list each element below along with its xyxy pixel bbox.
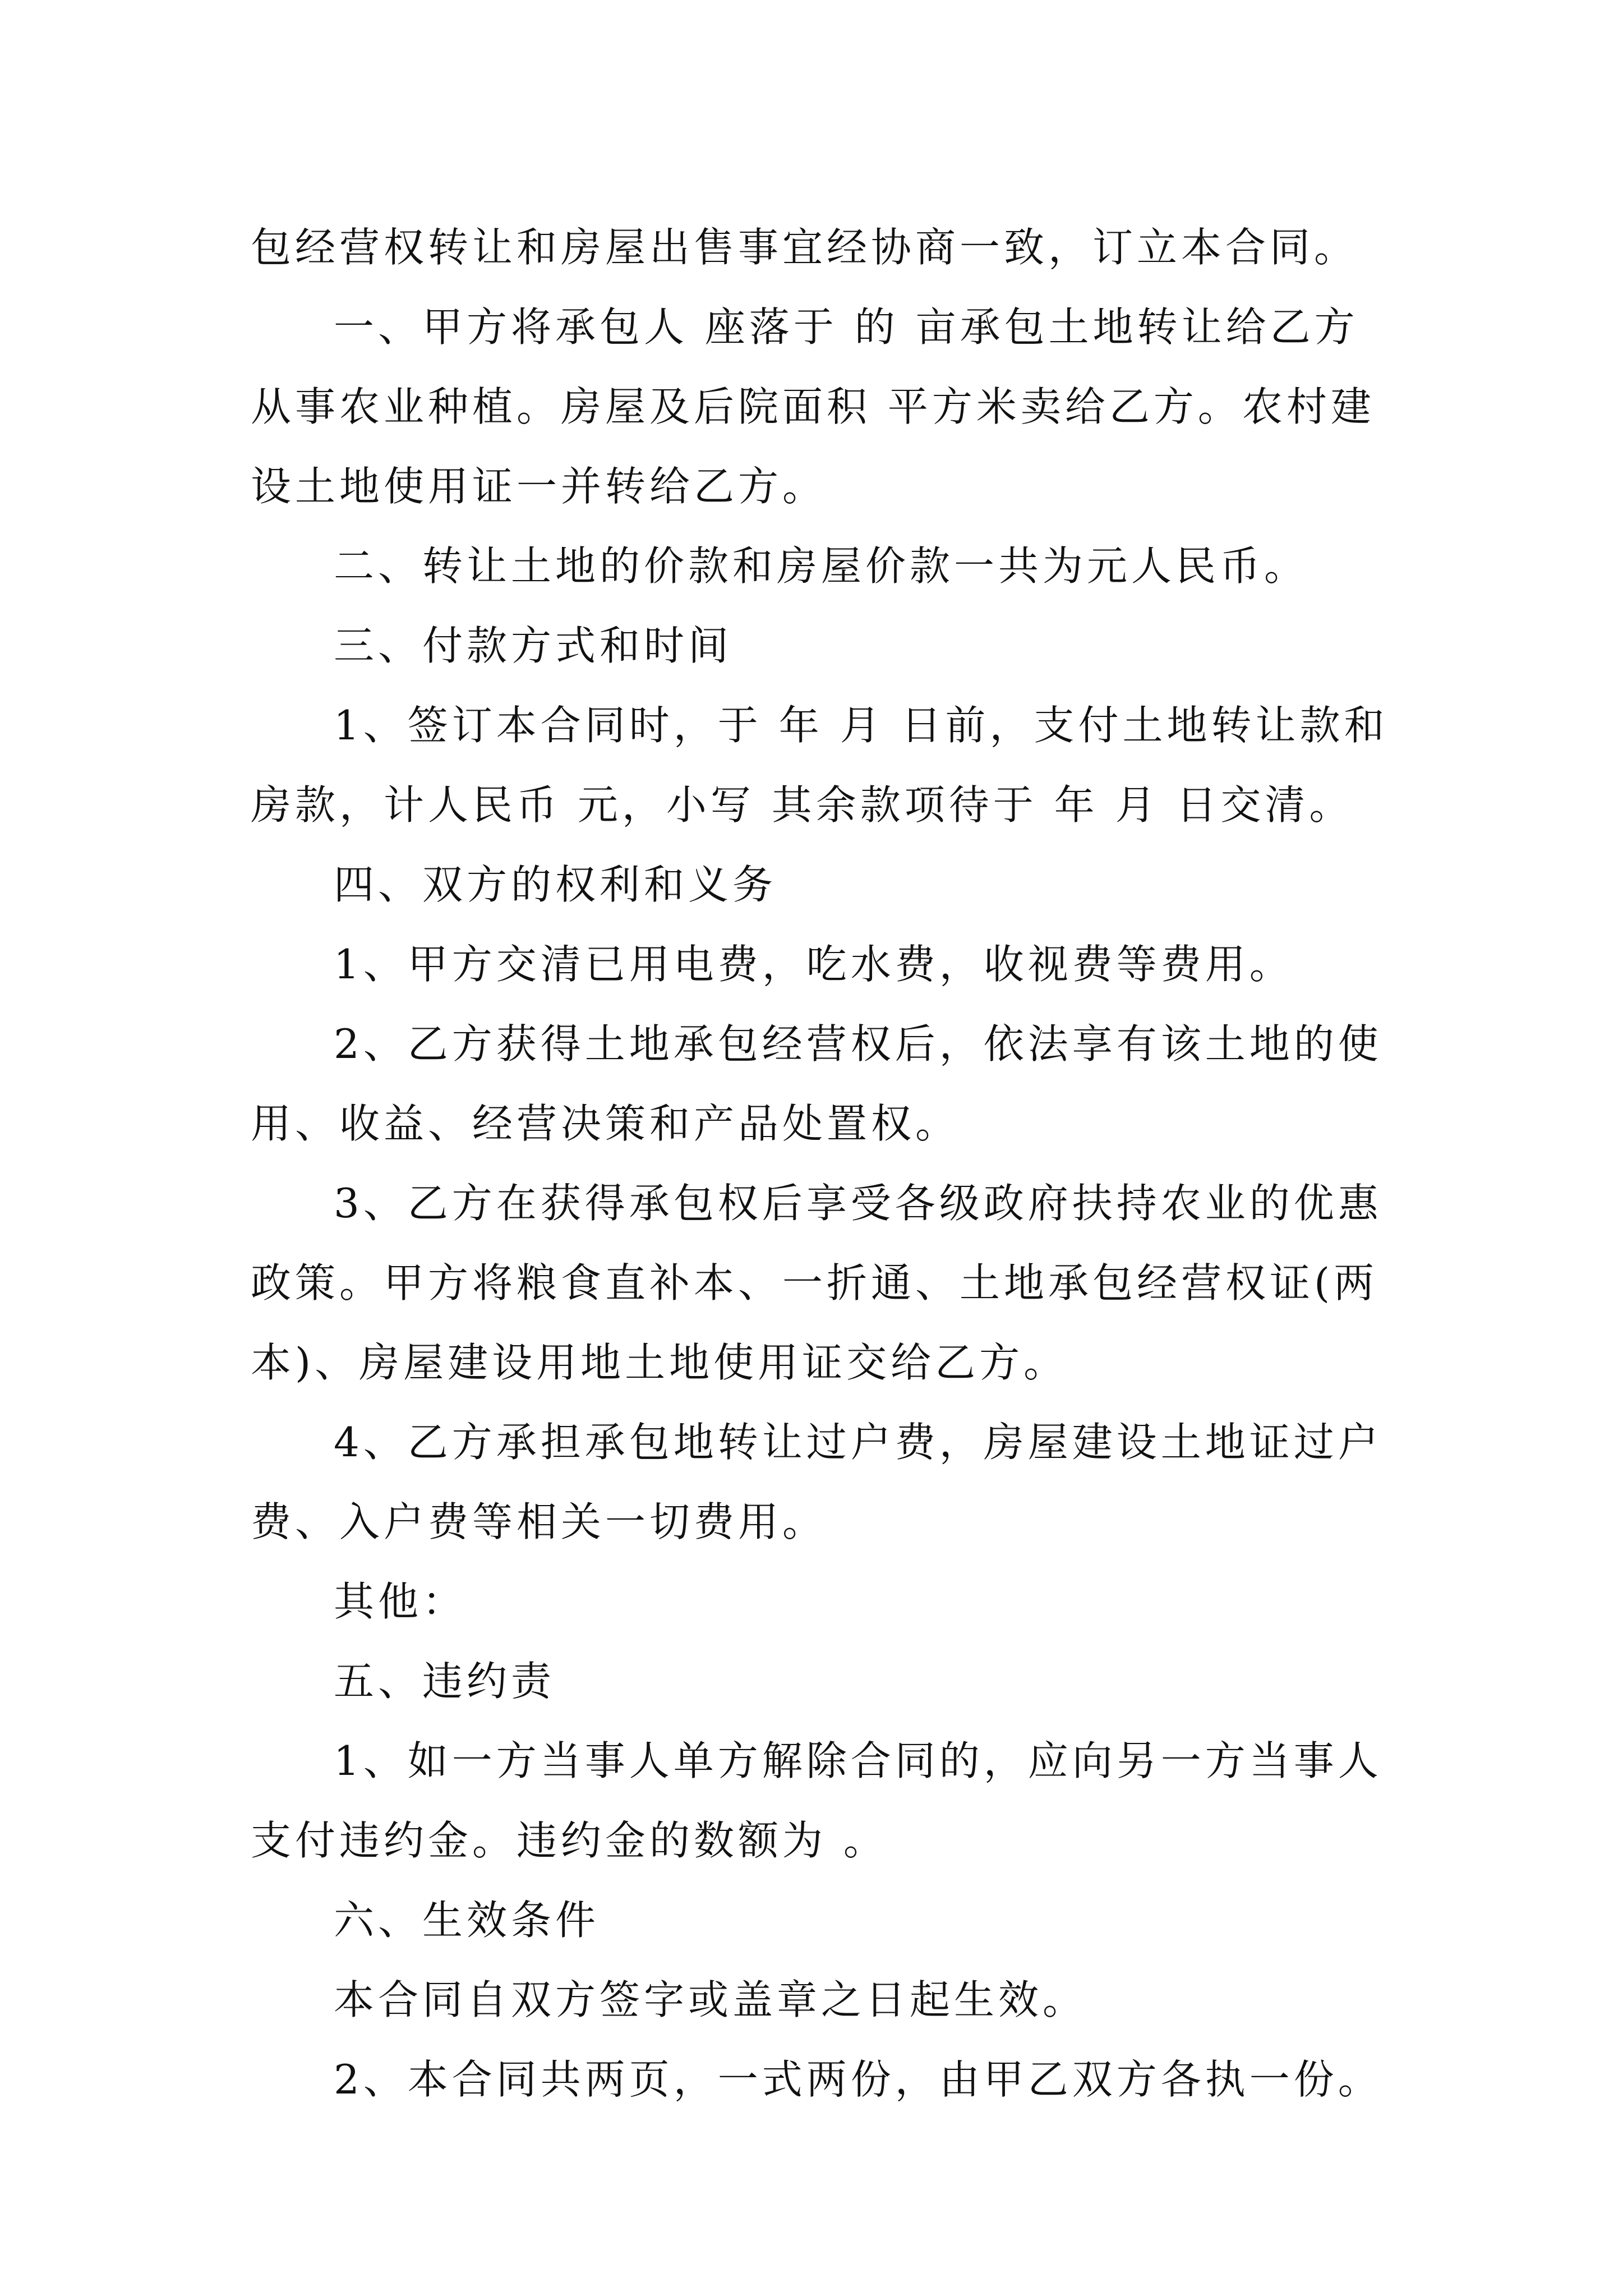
paragraph-clause-1: 一、甲方将承包人 座落于 的 亩承包土地转让给乙方从事农业种植。房屋及后院面积 平方米卖给乙方。农村建设土地使用证一并转给乙方。 (251, 303, 1375, 510)
paragraph-rights-1: 1、甲方交清已用电费，吃水费，收视费等费用。 (334, 941, 1294, 988)
paragraph-rights-3: 3、乙方在获得承包权后享受各级政府扶持农业的优惠政策。甲方将粮食直补本、一折通、土地承包经营权证(两本)、房屋建设用地土地使用证交给乙方。 (251, 1180, 1382, 1386)
paragraph-rights-4: 4、乙方承担承包地转让过户费，房屋建设土地证过户费、入户费等相关一切费用。 (251, 1419, 1382, 1545)
paragraph-payment-1: 1、签订本合同时，于 年 月 日前，支付土地转让款和房款，计人民币 元，小写 其余款项待于 年 月 日交清。 (251, 702, 1389, 829)
paragraph-intro: 包经营权转让和房屋出售事宜经协商一致，订立本合同。 (251, 224, 1359, 271)
paragraph-other: 其他： (334, 1578, 467, 1625)
heading-breach: 五、违约责 (334, 1658, 556, 1705)
paragraph-clause-2: 二、转让土地的价款和房屋价款一共为元人民币。 (334, 542, 1309, 590)
contract-body (251, 208, 1395, 2119)
heading-payment: 三、付款方式和时间 (334, 622, 733, 669)
heading-rights-obligations: 四、双方的权利和义务 (334, 861, 777, 908)
paragraph-breach-1: 1、如一方当事人单方解除合同的，应向另一方当事人支付违约金。违约金的数额为 。 (251, 1737, 1382, 1864)
paragraph-effect-2: 2、本合同共两页，一式两份，由甲乙双方各执一份。 (334, 2056, 1382, 2103)
paragraph-rights-2: 2、乙方获得土地承包经营权后，依法享有该土地的使用、收益、经营决策和产品处置权。 (251, 1020, 1382, 1147)
heading-effect: 六、生效条件 (334, 1897, 600, 1944)
paragraph-effect-1: 本合同自双方签字或盖章之日起生效。 (334, 1976, 1087, 2023)
